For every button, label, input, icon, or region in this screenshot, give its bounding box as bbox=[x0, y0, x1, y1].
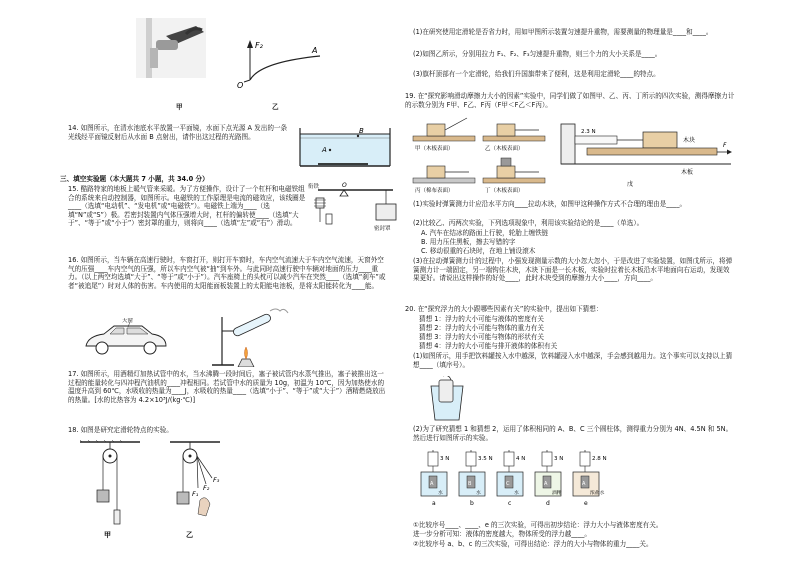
q13-f2-label: F₂ bbox=[255, 41, 263, 50]
q20-liquid-d: 酒精 bbox=[552, 491, 562, 496]
q13-a-label: A bbox=[312, 46, 318, 55]
q19-label-bing: 丙（棉布表面） bbox=[415, 188, 454, 194]
q19-fig-jia bbox=[413, 118, 475, 152]
q13-photo-faucet bbox=[136, 18, 206, 78]
q20-object-e: A bbox=[582, 481, 586, 487]
q19-option-c: C. 移动很重的石块时，在地上铺设滚木 bbox=[421, 247, 536, 255]
q18-f1-label: F₁ bbox=[192, 490, 199, 498]
q19-board-label: 木板 bbox=[681, 169, 694, 176]
q19-fig-bing bbox=[413, 166, 475, 194]
q20-liquid-b: 水 bbox=[476, 491, 481, 496]
q18-f2-label: F₂ bbox=[203, 484, 210, 492]
q20-reading-c: 4 N bbox=[516, 456, 526, 462]
q15-coil-label: 衔铁 bbox=[308, 184, 320, 190]
q14-b-label: B bbox=[359, 127, 364, 135]
q19-wu-label: 戊 bbox=[627, 181, 634, 188]
q19-f-label: F bbox=[723, 142, 727, 149]
q15-lever-magnet-figure bbox=[308, 178, 400, 234]
q19-reading: 2.3 N bbox=[581, 129, 596, 135]
q20-reading-d: 3 N bbox=[554, 456, 564, 462]
q20-letter-c: c bbox=[508, 500, 512, 507]
q19-text: 19. 在“探究影响滑动摩擦力大小的因素”实验中，同学们做了如图甲、乙、丙、丁所示的四次实验，测得摩擦力计的示数分别为 F甲、F乙、F丙（F甲＜F乙＜F丙）。 bbox=[405, 92, 735, 109]
q13-o-label: O bbox=[237, 81, 244, 90]
q20-part2b: 进一步分析可知：液体的密度越大，物体所受的浮力越____。 bbox=[413, 530, 592, 538]
q20-spring-scale-d bbox=[542, 452, 552, 466]
q19-block-label: 木块 bbox=[683, 137, 696, 144]
q20-spring-scale-e bbox=[580, 452, 590, 466]
q18-text: 18. 如图是研究定滑轮特点的实验。 bbox=[68, 426, 173, 434]
q20-letter-b: b bbox=[470, 500, 474, 507]
section-3-heading: 三、填空实验题（本大题共 7 小题，共 34.0 分） bbox=[60, 175, 209, 183]
q13-label-jia: 甲 bbox=[176, 103, 183, 111]
q20-can-figure bbox=[427, 376, 467, 422]
q19-part2: (2)比较乙、丙两次实验，下列选项现象中，利用该实验结论的是____（单选）。 bbox=[413, 219, 644, 227]
q16-car-figure bbox=[80, 318, 170, 358]
q20-liquid-c: 水 bbox=[514, 491, 519, 496]
q19-part1: (1)实验时弹簧测力计应沿水平方向____拉动木块，如图甲这种操作方式不合理的理由是____。 bbox=[413, 200, 687, 208]
q20-guess-2: 猜想 2：浮力的大小可能与物体的重力有关 bbox=[419, 324, 544, 332]
q16-text: 16. 如图所示，当车辆在高速行驶时，车窗打开，则打开车窗时，车内空气流速大于车内空气流速，天窗外空气的压强____车内空气的压强，所以车内空气被“抽”到车外。与此同时高速行驶中车辆对地面的压力____重力。（以上两空均选填“大于”、“等于”或“小于”）。汽车座椅上的头枕可以减少汽车在突然____（选填“刹车”或者“被追尾”）时对人体的伤害。车内使用的太阳能面板装置上的太阳能电池板，是将太阳能转化为____能。 bbox=[68, 256, 386, 290]
q14-text: 14. 如图所示，在清水池底水平放置一平面镜，水面下点光源 A 发出的一条光线经平面镜反射后从水面 B 点射出，请作出这过程的光路图。 bbox=[68, 124, 288, 141]
q20-object-a: A bbox=[430, 481, 434, 487]
q20-object-b: B bbox=[468, 481, 472, 487]
q20-reading-a: 3 N bbox=[440, 456, 450, 462]
q20-buoyancy-figure bbox=[415, 450, 615, 508]
q20-object-d: A bbox=[544, 481, 548, 487]
q18-jia-label: 甲 bbox=[104, 531, 111, 539]
q20-guess-4: 猜想 4：浮力的大小可能与排开液体的体积有关 bbox=[419, 342, 558, 350]
q18-f3-label: F₃ bbox=[213, 476, 220, 484]
q18-part3: (3)旗杆顶部有一个定滑轮，给我们升国旗带来了便利，这是利用定滑轮____的特点。 bbox=[413, 70, 660, 78]
q20-part2: (2)为了研究猜想 1 和猜想 2，运用了体积相同的 A、B、C 三个圆柱体，测得重力分别为 4N、4.5N 和 5N。然后进行如图所示的实验。 bbox=[413, 425, 733, 442]
q20-spring-scale-b bbox=[466, 452, 476, 466]
q13-lever-graph bbox=[232, 28, 327, 90]
q20-spring-scale-a bbox=[428, 452, 438, 466]
q19-part3: (3)在拉动弹簧测力计的过程中，小强发现测量示数的大小忽大忽小，于是改进了实验装置，如图戊所示，将弹簧测力计一端固定，另一端钩住木块，木块下面是一长木板，实验时拉着长木板沿水平地面向右运动，发现效果更好。请说出这样操作的好处____，此时木块受到的摩擦力大小____，方向____。 bbox=[413, 257, 733, 283]
q20-guess-3: 猜想 3：浮力的大小可能与物体的形状有关 bbox=[419, 333, 544, 341]
q20-letter-a: a bbox=[432, 500, 436, 507]
q18-part2: (2)如图乙所示，分别用拉力 F₁、F₂、F₃匀速提升重物，则三个力的大小关系是____。 bbox=[413, 50, 662, 58]
q17-text: 17. 如图所示，用酒精灯加热试管中的水，当水沸腾一段时间后，塞子被试管内水蒸气推出，塞子被推出这一过程的能量转化与四冲程汽油机的____冲程相同。若试管中水的质量为 10g，初温为 10℃，因为加热使水的温度升高到 60℃，水吸收的热量为____J，水吸收的热量____（选填“小于”、“等于”或“大于”）酒精燃烧放出的热量。[水的比热容为 4.2×10³J/(kg·℃)] bbox=[68, 370, 386, 404]
q20-spring-scale-c bbox=[504, 452, 514, 466]
q18-yi-label: 乙 bbox=[186, 531, 193, 539]
q19-label-jia: 甲（木板表面） bbox=[415, 146, 454, 152]
q20-guess-1: 猜想 1：浮力的大小可能与液体的密度有关 bbox=[419, 315, 544, 323]
q19-label-ding: 丁（木板表面） bbox=[485, 188, 524, 194]
q20-part2a: ①比较序号____、____、e 的三次实验，可得出初步结论：浮力大小与液体密度有关。 bbox=[413, 521, 663, 529]
q20-part1: (1)如图所示，用手把饮料罐按入水中越深，饮料罐浸入水中越深，手会感到越用力。这个事实可以支持以上猜想____（填序号）。 bbox=[413, 352, 733, 369]
q20-reading-e: 2.8 N bbox=[592, 456, 607, 462]
q19-fig-wu bbox=[561, 124, 732, 188]
q19-fig-ding bbox=[483, 158, 545, 194]
q19-label-yi: 乙（木板表面） bbox=[485, 146, 524, 152]
q19-fig-yi bbox=[483, 124, 545, 152]
q19-friction-figure bbox=[411, 114, 733, 200]
q19-option-a: A. 汽车在结冰的路面上行驶，轮胎上缠铁链 bbox=[421, 229, 549, 237]
q15-o-label: O bbox=[342, 182, 347, 189]
q20-object-c: C bbox=[506, 481, 510, 487]
q20-liquid-e: 浓盐水 bbox=[590, 491, 605, 496]
q13-label-yi: 乙 bbox=[272, 103, 279, 111]
q15-box-label: 密封罩 bbox=[374, 226, 391, 232]
q16-skylight-label: 天窗 bbox=[122, 318, 134, 324]
q20-letter-d: d bbox=[546, 500, 550, 507]
q19-option-b: B. 用力压住黑板，擦去写错的字 bbox=[421, 238, 516, 246]
q20-letter-e: e bbox=[584, 500, 588, 507]
q20-text: 20. 在“探究浮力的大小跟哪些因素有关”的实验中，提出如下猜想： bbox=[405, 305, 603, 313]
q14-pool-figure bbox=[298, 124, 393, 170]
q18-part1: (1)在研究使用定滑轮是否省力时，用如甲图所示装置匀速提升重物，需要测量的物理量是____和____。 bbox=[413, 28, 713, 36]
q20-liquid-a: 水 bbox=[438, 491, 443, 496]
q17-test-tube-figure bbox=[200, 305, 290, 367]
q14-a-label: A bbox=[322, 146, 327, 154]
q18-pulley-figure bbox=[70, 440, 230, 540]
q15-text: 15. 酷路特家的地板上暖气管来采暖。为了方便操作，设计了一个杠杆和电磁铁组合的系统来自动控制器，如图所示。电磁铁的工作原理是电流的磁效应，该线圈是____（选填“电动机”、“发电机”或“电磁铁”）。电磁铁上端为____（选填“N”或“S”）极。若密封装置内气体压强增大时，杠杆的偏转使____（选填“大于”、“等于”或“小于”）密封罩的重力，则将向____（选填“左”或“右”）滑动。 bbox=[68, 185, 306, 228]
q20-part2c: ②比较序号 a、b、c 的三次实验，可得出结论：浮力的大小与物体的重力____关。 bbox=[413, 540, 653, 548]
q20-reading-b: 3.5 N bbox=[478, 456, 493, 462]
